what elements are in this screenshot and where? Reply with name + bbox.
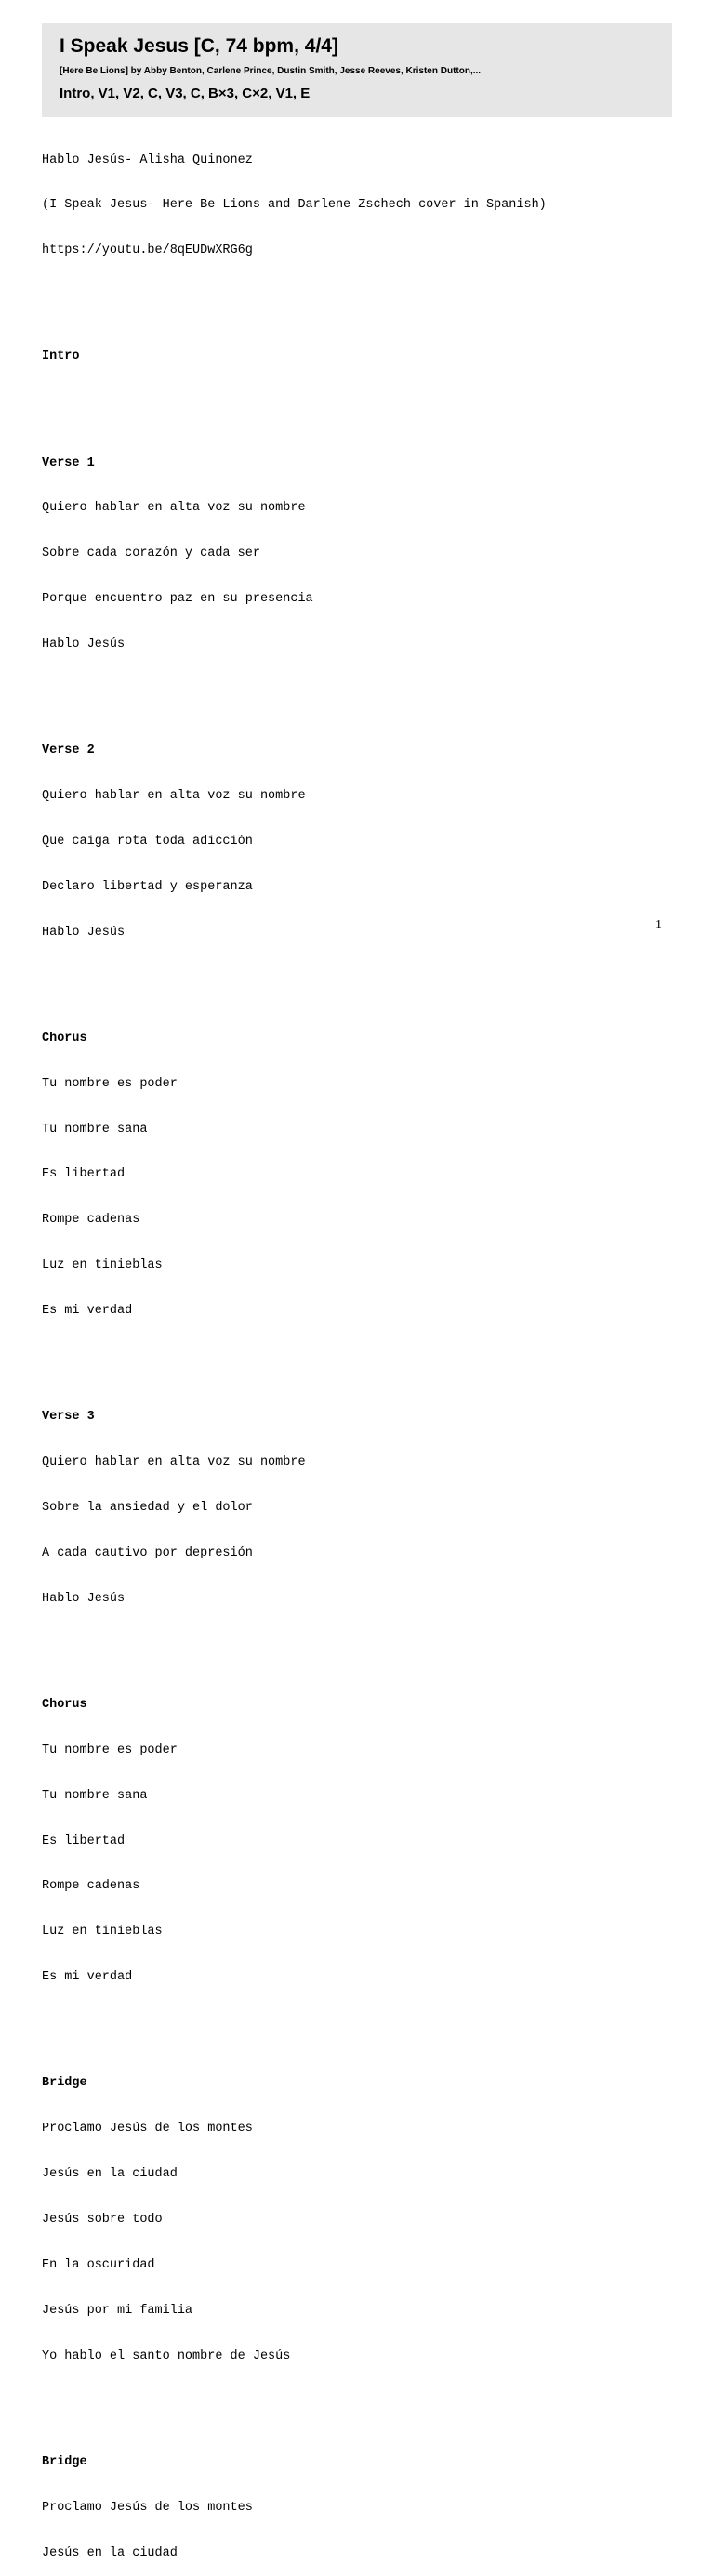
lyric-line: Rompe cadenas [42, 1213, 140, 1228]
section-label-chorus: Chorus [42, 1031, 87, 1045]
section-label-chorus: Chorus [42, 1697, 87, 1712]
lyric-line: Hablo Jesús [42, 1591, 126, 1606]
blank-line [42, 683, 547, 698]
lyric-line: Hablo Jesús [42, 637, 126, 652]
lyric-line: Tu nombre sana [42, 1788, 148, 1803]
lyric-line: Rompe cadenas [42, 1879, 140, 1894]
lyric-line: Hablo Jesús [42, 925, 126, 940]
blank-line [42, 2395, 547, 2410]
lyric-line: Yo hablo el santo nombre de Jesús [42, 2348, 291, 2363]
blank-line [42, 289, 547, 304]
lyric-line: Luz en tinieblas [42, 1258, 163, 1273]
lyric-line: Declaro libertad y esperanza [42, 879, 253, 894]
section-label-intro: Intro [42, 349, 80, 364]
lyric-line: Es mi verdad [42, 1304, 133, 1319]
lyric-line: Tu nombre sana [42, 1122, 148, 1137]
section-label-bridge: Bridge [42, 2076, 87, 2091]
lyric-line: Que caiga rota toda adicción [42, 834, 253, 848]
lyric-line: Tu nombre es poder [42, 1742, 178, 1757]
lyric-line: Luz en tinieblas [42, 1925, 163, 1939]
lyric-line: Proclamo Jesús de los montes [42, 2500, 253, 2515]
note-line: Hablo Jesús- Alisha Quinonez [42, 152, 253, 167]
lyric-line: Es libertad [42, 1167, 126, 1182]
lyric-line: Jesús en la ciudad [42, 2545, 178, 2560]
blank-line [42, 2016, 547, 2031]
lyrics-body [42, 123, 547, 2576]
song-title: I Speak Jesus [C, 74 bpm, 4/4] [60, 35, 338, 57]
lyric-line: Proclamo Jesús de los montes [42, 2122, 253, 2136]
blank-line [42, 1349, 547, 1364]
page-number: 1 [655, 918, 662, 932]
section-label-verse-3: Verse 3 [42, 1410, 95, 1425]
lyric-line: Jesús en la ciudad [42, 2167, 178, 2182]
lyric-line: Porque encuentro paz en su presencia [42, 592, 313, 607]
lyric-line: Es mi verdad [42, 1970, 133, 1985]
section-label-bridge: Bridge [42, 2454, 87, 2469]
section-label-verse-2: Verse 2 [42, 743, 95, 758]
blank-line [42, 395, 547, 410]
song-header [42, 23, 672, 117]
lyric-line: Tu nombre es poder [42, 1076, 178, 1091]
lyric-line: Sobre cada corazón y cada ser [42, 546, 260, 561]
lyric-line: Jesús por mi familia [42, 2303, 193, 2318]
lyric-line: Quiero hablar en alta voz su nombre [42, 789, 306, 804]
blank-line [42, 1637, 547, 1652]
song-credits: [Here Be Lions] by Abby Benton, Carlene Prince, Dustin Smith, Jesse Reeves, Kristen Dutton,... [60, 66, 482, 76]
lyric-line: Quiero hablar en alta voz su nombre [42, 501, 306, 516]
lyric-line: Es libertad [42, 1833, 126, 1848]
blank-line [42, 971, 547, 986]
lyric-line: A cada cautivo por depresión [42, 1545, 253, 1560]
song-structure: Intro, V1, V2, C, V3, C, B×3, C×2, V1, E [60, 85, 311, 101]
lyric-line: En la oscuridad [42, 2257, 155, 2272]
note-line: (I Speak Jesus- Here Be Lions and Darlene Zschech cover in Spanish) [42, 198, 547, 213]
lyric-line: Quiero hablar en alta voz su nombre [42, 1455, 306, 1470]
lyric-line: Sobre la ansiedad y el dolor [42, 1501, 253, 1516]
lyric-line: Jesús sobre todo [42, 2212, 163, 2227]
section-label-verse-1: Verse 1 [42, 455, 95, 470]
note-line: https://youtu.be/8qEUDwXRG6g [42, 243, 253, 258]
